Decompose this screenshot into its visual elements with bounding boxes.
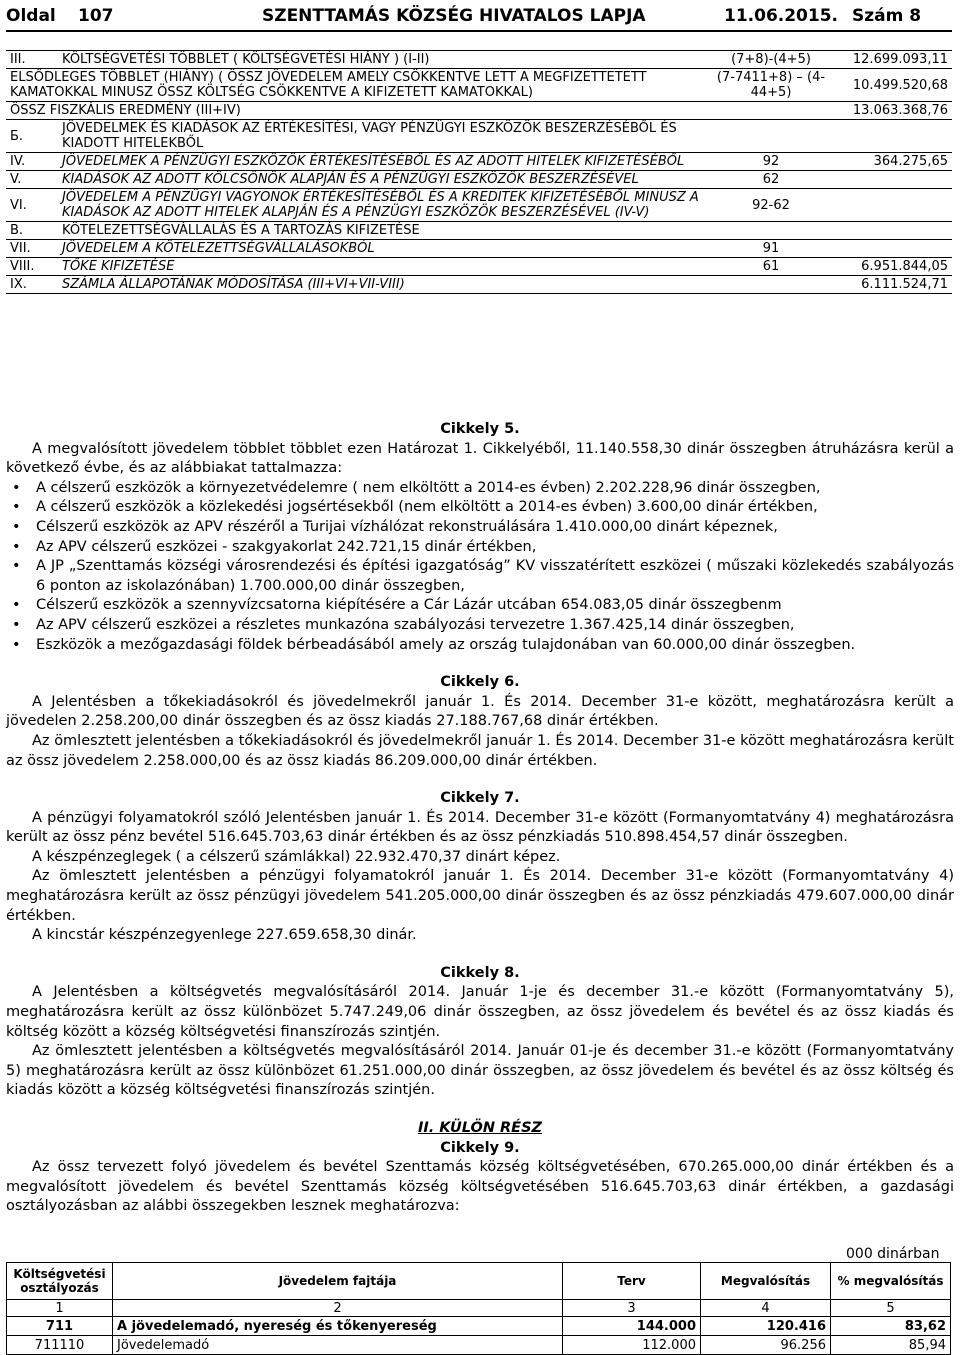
row-value bbox=[834, 222, 952, 240]
cell-name: A jövedelemadó, nyereség és tőkenyereség bbox=[113, 1317, 563, 1336]
header-issue: Szám 8 bbox=[852, 6, 922, 26]
articles-body bbox=[6, 420, 954, 1217]
page-header bbox=[6, 4, 952, 32]
row-number: V. bbox=[6, 171, 58, 189]
list-item: • Célszerű eszközök a szennyvízcsatorna kiépítésére a Cár Lázár utcában 654.083,05 dinár összegbenm bbox=[36, 596, 954, 616]
column-index: 3 bbox=[563, 1300, 701, 1317]
cell-percent: 83,62 bbox=[831, 1317, 951, 1336]
header-page-number: 107 bbox=[78, 6, 114, 26]
article-8-title: Cikkely 8. bbox=[440, 964, 520, 981]
row-number: VI. bbox=[6, 189, 58, 222]
article-6-paragraph: Az ömlesztett jelentésben a tőkekiadásokról és jövedelmekről január 1. És 2014. December 31-e között meghatározásra került az össz jövedelem 2.258.000,00 és az össz kiadás 86.209.000,00 dinár értékben. bbox=[6, 732, 954, 769]
list-item: • A JP „Szenttamás községi városrendezési és építési igazgatóság” KV visszatérített eszközei ( műszaki közlekedés szabályozás 6 ponton az iskolazónában) 1.700.000,00 dinár összegben, bbox=[36, 557, 954, 596]
table-row bbox=[6, 276, 952, 294]
article-7-paragraph: A pénzügyi folyamatokról szóló Jelentésben január 1. És 2014. December 31-e között (Formanyomtatvány 4) meghatározásra került az össz pénz bevétel 516.645.703,63 dinár értékben és az össz pénzkiadás 510.898.454,57 dinár összegben. bbox=[6, 809, 954, 846]
table-row bbox=[6, 153, 952, 171]
table-header-row bbox=[7, 1263, 951, 1300]
column-index: 5 bbox=[831, 1300, 951, 1317]
row-formula bbox=[708, 222, 834, 240]
table-row bbox=[6, 189, 952, 222]
column-index: 4 bbox=[701, 1300, 831, 1317]
row-description: JÖVEDELEM A KÖTELEZETTSÉGVÁLLALÁSOKBÓL bbox=[58, 240, 708, 258]
part-2-title: II. KÜLÖN RÉSZ bbox=[417, 1120, 543, 1136]
row-description: SZÁMLA ÁLLAPOTÁNAK MÓDOSÍTÁSA (III+VI+VII-VIII) bbox=[58, 276, 708, 294]
row-description: KÖLTSÉGVETÉSI TÖBBLET ( KÖLTSÉGVETÉSI HIÁNY ) (I-II) bbox=[58, 51, 708, 69]
column-header: Jövedelem fajtája bbox=[113, 1263, 563, 1300]
list-item: • Az APV célszerű eszközei - szakgyakorlat 242.721,15 dinár értékben, bbox=[36, 538, 954, 558]
cell-percent: 85,94 bbox=[831, 1336, 951, 1355]
cell-plan: 144.000 bbox=[563, 1317, 701, 1336]
row-description: JÖVEDELEM A PÉNZÜGYI VAGYONOK ÉRTÉKESÍTÉSÉBŐL ÉS A KREDITEK KIFIZETÉSÉBŐL MINUSZ A KIADÁSOK AZ ADOTT HITELEK ALAPJÁN ÉS A PÉNZÜGYI ESZKÖZÖK BESZERZÉSÉVEL (IV-V) bbox=[58, 189, 708, 222]
row-value bbox=[834, 189, 952, 222]
cell-plan: 112.000 bbox=[563, 1336, 701, 1355]
table-row bbox=[6, 258, 952, 276]
row-formula: 92-62 bbox=[708, 189, 834, 222]
cell-code: 711 bbox=[7, 1317, 113, 1336]
article-8-paragraph: Az ömlesztett jelentésben a költségvetés megvalósításáról 2014. Január 01-je és december 31.-e között (Formanyomtatvány 5) meghatározásra került az össz különbözet 61.251.000,00 dinár összegben, az össz jövedelem és bevétel és az össz költség és kiadás között a község költségvetési finanszírozás szintjén. bbox=[6, 1043, 954, 1099]
table-row bbox=[6, 102, 952, 120]
article-9-title: Cikkely 9. bbox=[440, 1139, 520, 1156]
fiscal-result-table bbox=[6, 50, 952, 294]
article-5-title: Cikkely 5. bbox=[440, 421, 520, 437]
row-value: 6.951.844,05 bbox=[834, 258, 952, 276]
row-description: ÖSSZ FISZKÁLIS EREDMÉNY (III+IV) bbox=[6, 102, 708, 120]
table-row bbox=[6, 171, 952, 189]
row-number: Б. bbox=[6, 120, 58, 153]
list-item: • Eszközök a mezőgazdasági földek bérbeadásából amely az ország tulajdonában van 60.000,00 dinár összegben. bbox=[36, 636, 954, 656]
column-header: Terv bbox=[563, 1263, 701, 1300]
row-formula: 62 bbox=[708, 171, 834, 189]
header-publication-title: SZENTTAMÁS KÖZSÉG HIVATALOS LAPJA bbox=[262, 6, 646, 26]
row-value: 6.111.524,71 bbox=[834, 276, 952, 294]
cell-name: Jövedelemadó bbox=[113, 1336, 563, 1355]
row-formula bbox=[708, 276, 834, 294]
row-formula: 91 bbox=[708, 240, 834, 258]
cell-realization: 96.256 bbox=[701, 1336, 831, 1355]
row-description: JÖVEDELMEK A PÉNZÜGYI ESZKÖZÖK ÉRTÉKESÍTÉSÉBŐL ÉS AZ ADOTT HITELEK KIFIZETÉSÉBŐL bbox=[58, 153, 708, 171]
column-header: % megvalósítás bbox=[831, 1263, 951, 1300]
row-value: 12.699.093,11 bbox=[834, 51, 952, 69]
income-table bbox=[6, 1262, 951, 1355]
list-item: • Célszerű eszközök az APV részéről a Turijai vízhálózat rekonstruálására 1.410.000,00 dinárt képeznek, bbox=[36, 518, 954, 538]
row-value: 13.063.368,76 bbox=[834, 102, 952, 120]
row-formula bbox=[708, 102, 834, 120]
article-7-paragraph: A készpénzeglegek ( a célszerű számlákkal) 22.932.470,37 dinárt képez. bbox=[32, 848, 561, 865]
article-5-intro: A megvalósított jövedelem többlet többlet ezen Határozat 1. Cikkelyéből, 11.140.558,30 dinár összegben átruházásra kerül a következő évbe, és az alábbiakat tattalmazza: bbox=[6, 440, 954, 477]
row-formula: (7+8)-(4+5) bbox=[708, 51, 834, 69]
article-5-list bbox=[6, 479, 954, 655]
row-number: III. bbox=[6, 51, 58, 69]
cell-realization: 120.416 bbox=[701, 1317, 831, 1336]
list-item: • Az APV célszerű eszközei a részletes munkazóna szabályozási tervezetre 1.367.425,14 dinár összegben, bbox=[36, 616, 954, 636]
column-header: Költségvetési osztályozás bbox=[7, 1263, 113, 1300]
table-row bbox=[6, 51, 952, 69]
list-item: • A célszerű eszközök a közlekedési jogsértésekből (nem elköltött a 2014-es évben) 3.600,00 dinár értékben, bbox=[36, 498, 954, 518]
list-item: • A célszerű eszközök a környezetvédelemre ( nem elköltött a 2014-es évben) 2.202.228,96 dinár összegben, bbox=[36, 479, 954, 499]
row-value bbox=[834, 171, 952, 189]
row-value bbox=[834, 120, 952, 153]
row-formula: (7-7411+8) – (4-44+5) bbox=[708, 69, 834, 102]
row-formula: 92 bbox=[708, 153, 834, 171]
article-6-title: Cikkely 6. bbox=[440, 674, 520, 691]
article-7-paragraph: A kincstár készpénzegyenlege 227.659.658,30 dinár. bbox=[32, 927, 417, 944]
article-7-paragraph: Az ömlesztett jelentésben a pénzügyi folyamatokról január 1. És 2014. December 31-e között (Formanyomtatvány 4) meghatározásra került az össz pénzügyi jövedelem 541.205.000,00 dinár összegben és az össz pénzkiadás 479.607.000,00 dinár értékben. bbox=[6, 868, 954, 924]
article-8-paragraph: A Jelentésben a költségvetés megvalósításáról 2014. Január 1-je és december 31.-e között (Formanyomtatvány 5), meghatározásra került az össz különbözet 5.747.249,06 dinár összegben, az össz jövedelem és bevétel és az össz kiadás és költség között a község költségvetési finanszírozás szintjén. bbox=[6, 984, 954, 1040]
row-number: В. bbox=[6, 222, 58, 240]
row-formula: 61 bbox=[708, 258, 834, 276]
row-number: IV. bbox=[6, 153, 58, 171]
column-index: 2 bbox=[113, 1300, 563, 1317]
row-description: ELSŐDLEGES TÖBBLET (HIÁNY) ( ÖSSZ JÖVEDELEM AMELY CSÖKKENTVE LETT A MEGFIZETTETETT KAMATOKKAL MINUSZ ÖSSZ KÖLTSÉG CSÖKKENTVE A KIFIZETETT KAMATOKKAL) bbox=[6, 69, 708, 102]
table-row bbox=[6, 69, 952, 102]
row-formula bbox=[708, 120, 834, 153]
row-value bbox=[834, 240, 952, 258]
row-number: VIII. bbox=[6, 258, 58, 276]
cell-code: 711110 bbox=[7, 1336, 113, 1355]
row-value: 364.275,65 bbox=[834, 153, 952, 171]
row-value: 10.499.520,68 bbox=[834, 69, 952, 102]
table-row bbox=[6, 120, 952, 153]
header-date: 11.06.2015. bbox=[724, 6, 839, 26]
row-description: TŐKE KIFIZETÉSE bbox=[58, 258, 708, 276]
row-description: KIADÁSOK AZ ADOTT KÖLCSÖNÖK ALAPJÁN ÉS A PÉNZÜGYI ESZKÖZÖK BESZERZÉSÉVEL bbox=[58, 171, 708, 189]
header-page-label: Oldal bbox=[6, 6, 56, 26]
table-row bbox=[6, 222, 952, 240]
row-description: KÖTELEZETTSÉGVÁLLALÁS ÉS A TARTOZÁS KIFIZETÉSE bbox=[58, 222, 708, 240]
table-row bbox=[6, 240, 952, 258]
column-header: Megvalósítás bbox=[701, 1263, 831, 1300]
table-row bbox=[7, 1317, 951, 1336]
table-index-row bbox=[7, 1300, 951, 1317]
row-number: VII. bbox=[6, 240, 58, 258]
article-6-paragraph: A Jelentésben a tőkekiadásokról és jövedelmekről január 1. És 2014. December 31-e között, meghatározásra került a jövedelen 2.258.200,00 dinár összegben és az össz kiadás 27.188.767,68 dinár értékben. bbox=[6, 693, 954, 730]
table-unit-label: 000 dinárban bbox=[846, 1246, 940, 1262]
article-9-paragraph: Az össz tervezett folyó jövedelem és bevétel Szenttamás község költségvetésében, 670.265.000,00 dinár értékben és a megvalósított jövedelem és bevétel Szenttamás község költségvetésében 516.645.703,63 dinár értékben, a gazdasági osztályozásban az alábbi összegekben lesznek meghatározva: bbox=[6, 1159, 954, 1215]
column-index: 1 bbox=[7, 1300, 113, 1317]
row-number: IX. bbox=[6, 276, 58, 294]
article-7-title: Cikkely 7. bbox=[440, 790, 520, 807]
row-description: JÖVEDELMEK ÉS KIADÁSOK AZ ÉRTÉKESÍTÉSI, VAGY PÉNZÜGYI ESZKÖZÖK BESZERZÉSÉBŐL ÉS KIADOTT HITELEKBŐL bbox=[58, 120, 708, 153]
